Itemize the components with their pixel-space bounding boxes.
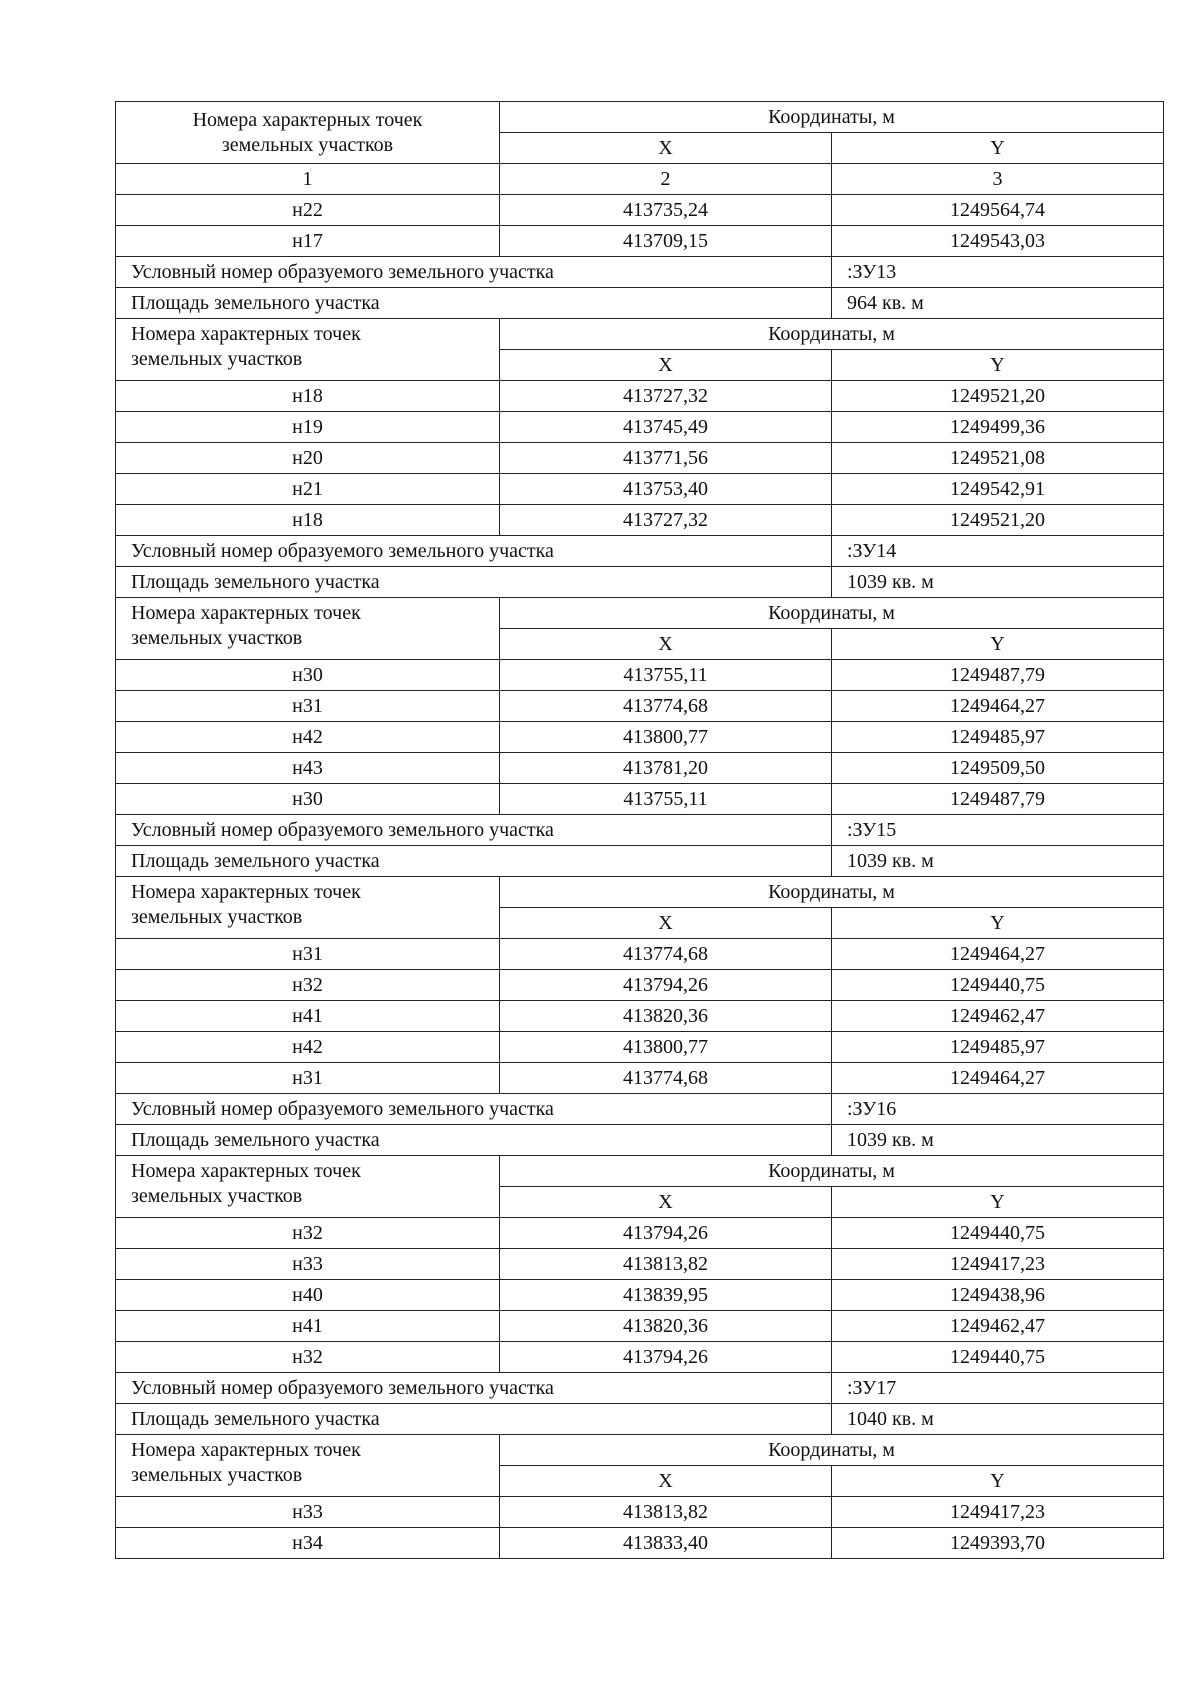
x-coordinate-cell: 413755,11 bbox=[500, 784, 832, 815]
section-header-row bbox=[116, 598, 1164, 629]
y-coordinate-cell: 1249462,47 bbox=[832, 1311, 1164, 1342]
x-coordinate-cell: 413839,95 bbox=[500, 1280, 832, 1311]
parcel-number-label: Условный номер образуемого земельного участка bbox=[116, 815, 832, 846]
parcel-number-value: :ЗУ13 bbox=[832, 257, 1164, 288]
section-points-header-line2: земельных участков bbox=[131, 906, 303, 928]
points-header bbox=[116, 102, 500, 164]
y-coordinate-cell: 1249440,75 bbox=[832, 1342, 1164, 1373]
coordinate-row bbox=[116, 412, 1164, 443]
x-coordinate-cell: 413755,11 bbox=[500, 660, 832, 691]
x-coordinate-cell: 413800,77 bbox=[500, 722, 832, 753]
parcel-number-row bbox=[116, 1094, 1164, 1125]
section-y-header: Y bbox=[832, 350, 1164, 381]
parcel-area-row bbox=[116, 288, 1164, 319]
point-number-cell: н31 bbox=[116, 1063, 500, 1094]
parcel-area-value: 1039 кв. м bbox=[832, 846, 1164, 877]
section-coords-header: Координаты, м bbox=[500, 598, 1164, 629]
parcel-area-row bbox=[116, 1125, 1164, 1156]
parcel-number-value: :ЗУ14 bbox=[832, 536, 1164, 567]
section-header-row bbox=[116, 1156, 1164, 1187]
point-number-cell: н43 bbox=[116, 753, 500, 784]
point-number-cell: н19 bbox=[116, 412, 500, 443]
section-points-header-line2: земельных участков bbox=[131, 1185, 303, 1207]
coordinate-row bbox=[116, 226, 1164, 257]
y-coordinate-cell: 1249521,20 bbox=[832, 381, 1164, 412]
coordinate-row bbox=[116, 691, 1164, 722]
point-number-cell: н21 bbox=[116, 474, 500, 505]
section-coords-header: Координаты, м bbox=[500, 1156, 1164, 1187]
section-points-header-line1: Номера характерных точек bbox=[131, 323, 361, 345]
x-coordinate-cell: 413735,24 bbox=[500, 195, 832, 226]
section-header-row bbox=[116, 1435, 1164, 1466]
section-points-header-line2: земельных участков bbox=[131, 348, 303, 370]
section-points-header-line2: земельных участков bbox=[131, 1464, 303, 1486]
section-coords-header: Координаты, м bbox=[500, 319, 1164, 350]
x-header: X bbox=[500, 133, 832, 164]
coordinate-row bbox=[116, 939, 1164, 970]
parcel-number-row bbox=[116, 257, 1164, 288]
parcel-area-row bbox=[116, 846, 1164, 877]
point-number-cell: н31 bbox=[116, 691, 500, 722]
coordinate-row bbox=[116, 443, 1164, 474]
parcel-number-value: :ЗУ16 bbox=[832, 1094, 1164, 1125]
section-y-header: Y bbox=[832, 1466, 1164, 1497]
points-header-line1: Номера характерных точек bbox=[192, 109, 423, 131]
coordinate-row bbox=[116, 381, 1164, 412]
coordinate-row bbox=[116, 970, 1164, 1001]
y-coordinate-cell: 1249543,03 bbox=[832, 226, 1164, 257]
parcel-area-value: 1040 кв. м bbox=[832, 1404, 1164, 1435]
y-coordinate-cell: 1249521,08 bbox=[832, 443, 1164, 474]
coordinate-row bbox=[116, 1528, 1164, 1559]
parcel-number-row bbox=[116, 815, 1164, 846]
coordinate-row bbox=[116, 722, 1164, 753]
y-coordinate-cell: 1249393,70 bbox=[832, 1528, 1164, 1559]
section-x-header: X bbox=[500, 350, 832, 381]
y-coordinate-cell: 1249499,36 bbox=[832, 412, 1164, 443]
point-number-cell: н34 bbox=[116, 1528, 500, 1559]
x-coordinate-cell: 413709,15 bbox=[500, 226, 832, 257]
x-coordinate-cell: 413781,20 bbox=[500, 753, 832, 784]
section-points-header bbox=[116, 598, 500, 660]
column-number-2: 2 bbox=[500, 164, 832, 195]
y-coordinate-cell: 1249438,96 bbox=[832, 1280, 1164, 1311]
point-number-cell: н33 bbox=[116, 1497, 500, 1528]
parcel-area-label: Площадь земельного участка bbox=[116, 567, 832, 598]
column-number-3: 3 bbox=[832, 164, 1164, 195]
y-coordinate-cell: 1249462,47 bbox=[832, 1001, 1164, 1032]
x-coordinate-cell: 413745,49 bbox=[500, 412, 832, 443]
y-coordinate-cell: 1249464,27 bbox=[832, 691, 1164, 722]
y-coordinate-cell: 1249521,20 bbox=[832, 505, 1164, 536]
coordinate-row bbox=[116, 1280, 1164, 1311]
parcel-number-label: Условный номер образуемого земельного участка bbox=[116, 536, 832, 567]
point-number-cell: н40 bbox=[116, 1280, 500, 1311]
y-coordinate-cell: 1249487,79 bbox=[832, 784, 1164, 815]
x-coordinate-cell: 413727,32 bbox=[500, 505, 832, 536]
x-coordinate-cell: 413833,40 bbox=[500, 1528, 832, 1559]
point-number-cell: н18 bbox=[116, 505, 500, 536]
parcel-number-row bbox=[116, 1373, 1164, 1404]
y-coordinate-cell: 1249487,79 bbox=[832, 660, 1164, 691]
point-number-cell: н22 bbox=[116, 195, 500, 226]
x-coordinate-cell: 413800,77 bbox=[500, 1032, 832, 1063]
y-coordinate-cell: 1249464,27 bbox=[832, 1063, 1164, 1094]
parcel-number-label: Условный номер образуемого земельного участка bbox=[116, 1094, 832, 1125]
parcel-number-label: Условный номер образуемого земельного участка bbox=[116, 1373, 832, 1404]
x-coordinate-cell: 413820,36 bbox=[500, 1311, 832, 1342]
coordinate-row bbox=[116, 753, 1164, 784]
point-number-cell: н31 bbox=[116, 939, 500, 970]
point-number-cell: н42 bbox=[116, 722, 500, 753]
point-number-cell: н20 bbox=[116, 443, 500, 474]
y-coordinate-cell: 1249564,74 bbox=[832, 195, 1164, 226]
point-number-cell: н33 bbox=[116, 1249, 500, 1280]
y-coordinate-cell: 1249485,97 bbox=[832, 1032, 1164, 1063]
section-header-row bbox=[116, 877, 1164, 908]
x-coordinate-cell: 413774,68 bbox=[500, 939, 832, 970]
y-coordinate-cell: 1249417,23 bbox=[832, 1249, 1164, 1280]
x-coordinate-cell: 413771,56 bbox=[500, 443, 832, 474]
x-coordinate-cell: 413794,26 bbox=[500, 970, 832, 1001]
section-points-header bbox=[116, 1156, 500, 1218]
section-x-header: X bbox=[500, 1187, 832, 1218]
column-number-row bbox=[116, 164, 1164, 195]
coordinate-row bbox=[116, 1001, 1164, 1032]
section-points-header bbox=[116, 877, 500, 939]
x-coordinate-cell: 413727,32 bbox=[500, 381, 832, 412]
parcel-area-value: 964 кв. м bbox=[832, 288, 1164, 319]
parcel-number-label: Условный номер образуемого земельного участка bbox=[116, 257, 832, 288]
point-number-cell: н41 bbox=[116, 1311, 500, 1342]
coordinate-row bbox=[116, 1218, 1164, 1249]
coordinate-row bbox=[116, 1311, 1164, 1342]
section-points-header-line2: земельных участков bbox=[131, 627, 303, 649]
column-number-1: 1 bbox=[116, 164, 500, 195]
coordinates-table bbox=[115, 101, 1164, 1559]
point-number-cell: н32 bbox=[116, 970, 500, 1001]
section-y-header: Y bbox=[832, 1187, 1164, 1218]
parcel-number-value: :ЗУ17 bbox=[832, 1373, 1164, 1404]
section-x-header: X bbox=[500, 629, 832, 660]
point-number-cell: н32 bbox=[116, 1342, 500, 1373]
x-coordinate-cell: 413820,36 bbox=[500, 1001, 832, 1032]
coordinate-row bbox=[116, 1063, 1164, 1094]
section-points-header-line1: Номера характерных точек bbox=[131, 1439, 361, 1461]
point-number-cell: н42 bbox=[116, 1032, 500, 1063]
coordinate-row bbox=[116, 784, 1164, 815]
section-coords-header: Координаты, м bbox=[500, 877, 1164, 908]
point-number-cell: н17 bbox=[116, 226, 500, 257]
point-number-cell: н41 bbox=[116, 1001, 500, 1032]
header-row-top bbox=[116, 102, 1164, 133]
section-x-header: X bbox=[500, 1466, 832, 1497]
parcel-area-label: Площадь земельного участка bbox=[116, 288, 832, 319]
parcel-area-value: 1039 кв. м bbox=[832, 567, 1164, 598]
x-coordinate-cell: 413753,40 bbox=[500, 474, 832, 505]
section-coords-header: Координаты, м bbox=[500, 1435, 1164, 1466]
x-coordinate-cell: 413813,82 bbox=[500, 1497, 832, 1528]
section-x-header: X bbox=[500, 908, 832, 939]
point-number-cell: н32 bbox=[116, 1218, 500, 1249]
parcel-number-value: :ЗУ15 bbox=[832, 815, 1164, 846]
section-points-header-line1: Номера характерных точек bbox=[131, 602, 361, 624]
y-coordinate-cell: 1249417,23 bbox=[832, 1497, 1164, 1528]
y-coordinate-cell: 1249440,75 bbox=[832, 1218, 1164, 1249]
section-points-header-line1: Номера характерных точек bbox=[131, 881, 361, 903]
parcel-number-row bbox=[116, 536, 1164, 567]
x-coordinate-cell: 413813,82 bbox=[500, 1249, 832, 1280]
parcel-area-row bbox=[116, 567, 1164, 598]
parcel-area-label: Площадь земельного участка bbox=[116, 846, 832, 877]
coordinate-row bbox=[116, 505, 1164, 536]
coordinate-row bbox=[116, 660, 1164, 691]
points-header-line2: земельных участков bbox=[221, 134, 394, 156]
section-y-header: Y bbox=[832, 629, 1164, 660]
coordinate-row bbox=[116, 1497, 1164, 1528]
x-coordinate-cell: 413774,68 bbox=[500, 691, 832, 722]
coordinates-table-body bbox=[116, 102, 1164, 1559]
coordinate-row bbox=[116, 1342, 1164, 1373]
x-coordinate-cell: 413794,26 bbox=[500, 1342, 832, 1373]
coordinate-row bbox=[116, 474, 1164, 505]
section-points-header-line1: Номера характерных точек bbox=[131, 1160, 361, 1182]
y-coordinate-cell: 1249440,75 bbox=[832, 970, 1164, 1001]
section-y-header: Y bbox=[832, 908, 1164, 939]
section-points-header bbox=[116, 1435, 500, 1497]
parcel-area-label: Площадь земельного участка bbox=[116, 1404, 832, 1435]
coordinate-row bbox=[116, 1249, 1164, 1280]
parcel-area-label: Площадь земельного участка bbox=[116, 1125, 832, 1156]
parcel-area-value: 1039 кв. м bbox=[832, 1125, 1164, 1156]
point-number-cell: н30 bbox=[116, 784, 500, 815]
point-number-cell: н18 bbox=[116, 381, 500, 412]
y-coordinate-cell: 1249542,91 bbox=[832, 474, 1164, 505]
x-coordinate-cell: 413774,68 bbox=[500, 1063, 832, 1094]
section-header-row bbox=[116, 319, 1164, 350]
section-points-header bbox=[116, 319, 500, 381]
x-coordinate-cell: 413794,26 bbox=[500, 1218, 832, 1249]
y-coordinate-cell: 1249509,50 bbox=[832, 753, 1164, 784]
y-coordinate-cell: 1249464,27 bbox=[832, 939, 1164, 970]
point-number-cell: н30 bbox=[116, 660, 500, 691]
parcel-area-row bbox=[116, 1404, 1164, 1435]
coords-header: Координаты, м bbox=[500, 102, 1164, 133]
y-coordinate-cell: 1249485,97 bbox=[832, 722, 1164, 753]
y-header: Y bbox=[832, 133, 1164, 164]
coordinate-row bbox=[116, 1032, 1164, 1063]
coordinate-row bbox=[116, 195, 1164, 226]
